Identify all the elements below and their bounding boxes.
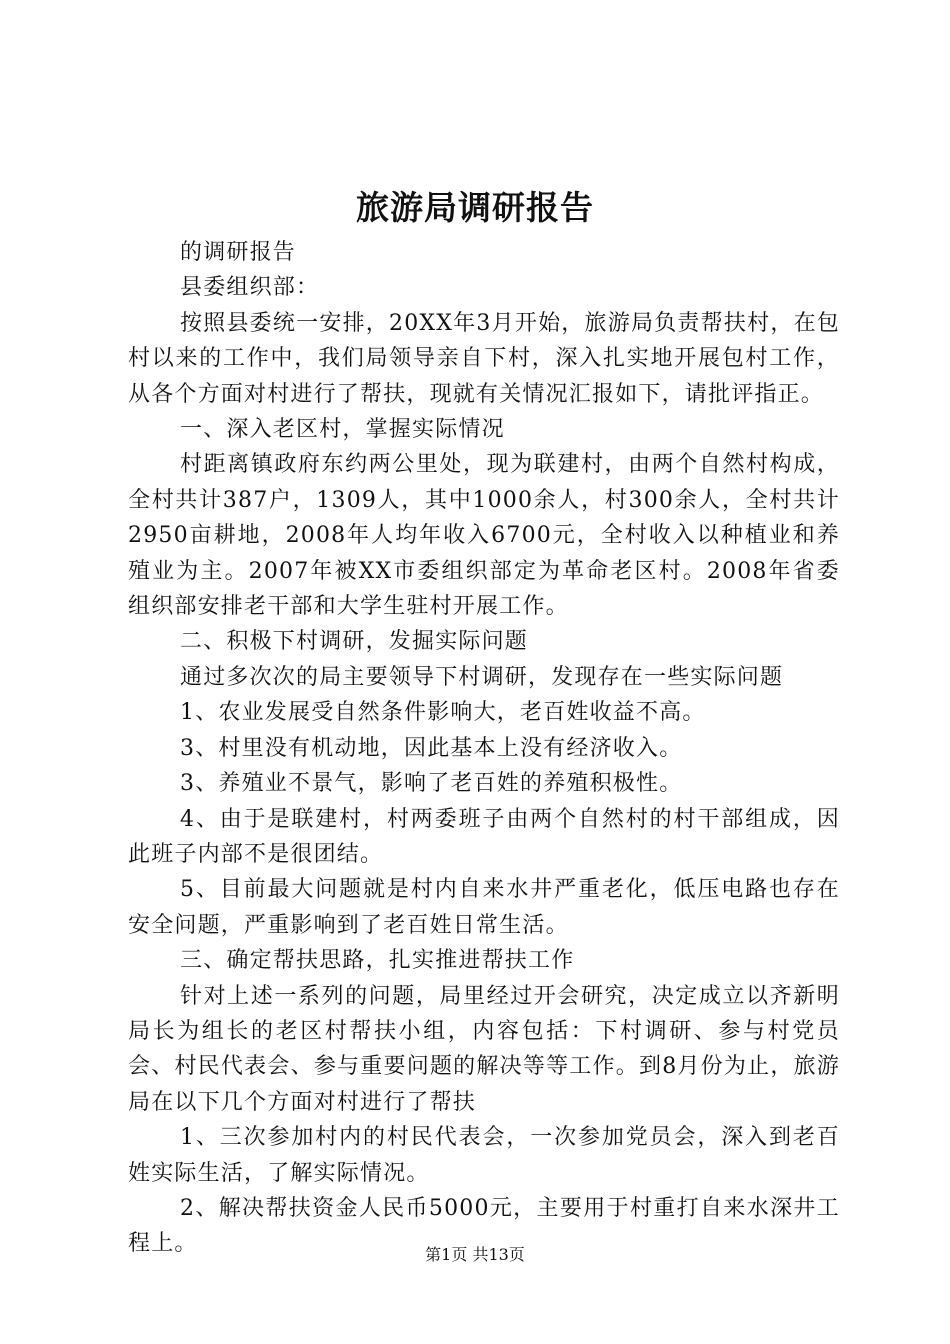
assistance-item-2: 2、解决帮扶资金人民币5000元，主要用于村重打自来水深井工程上。 [128, 1195, 840, 1257]
paragraph-assistance-plan: 针对上述一系列的问题，局里经过开会研究，决定成立以齐新明局长为组长的老区村帮扶小组，内容包括：下村调研、参与村党员会、村民代表会、参与重要问题的解决等等工作。到8月份为止，旅游局在以下几个方面对村进行了帮扶 [128, 983, 840, 1115]
paragraph-problems-intro: 通过多次次的局主要领导下村调研，发现存在一些实际问题 [180, 664, 784, 690]
problem-item-4: 4、由于是联建村，村两委班子由两个自然村的村干部组成，因此班子内部不是很团结。 [128, 806, 840, 867]
problem-item-1: 1、农业发展受自然条件影响大，老百姓收益不高。 [180, 700, 706, 726]
problem-item-5: 5、目前最大问题就是村内自来水井严重老化，低压电路也存在安全问题，严重影响到了老百姓日常生活。 [128, 877, 840, 938]
assistance-item-1: 1、三次参加村内的村民代表会，一次参加党员会，深入到老百姓实际生活，了解实际情况。 [128, 1125, 840, 1186]
paragraph-village-overview: 村距离镇政府东约两公里处，现为联建村，由两个自然村构成，全村共计387户，1309人，其中1000余人，村300余人，全村共计2950亩耕地，2008年人均年收入6700元，全村收入以种植业和养殖业为主。2007年被XX市委组织部定为革命老区村。2008年省委组织部安排老干部和大学生驻村开展工作。 [128, 452, 840, 620]
document-title: 旅游局调研报告 [356, 188, 594, 227]
section-heading-2: 二、积极下村调研，发掘实际问题 [180, 629, 529, 655]
section-heading-1: 一、深入老区村，掌握实际情况 [180, 417, 505, 443]
page-footer: 第1页 共13页 [425, 1245, 525, 1264]
problem-item-3: 3、养殖业不景气，影响了老百姓的养殖积极性。 [180, 771, 683, 797]
document-body [128, 235, 840, 1262]
problem-item-2: 3、村里没有机动地，因此基本上没有经济收入。 [180, 735, 683, 761]
paragraph-intro: 按照县委统一安排，20XX年3月开始，旅游局负责帮扶村，在包村以来的工作中，我们局领导亲自下村，深入扎实地开展包村工作，从各个方面对村进行了帮扶，现就有关情况汇报如下，请批评指正。 [128, 310, 840, 407]
section-heading-3: 三、确定帮扶思路，扎实推进帮扶工作 [180, 948, 575, 974]
paragraph-subtitle: 的调研报告 [180, 240, 297, 265]
paragraph-recipient: 县委组织部： [180, 275, 320, 301]
